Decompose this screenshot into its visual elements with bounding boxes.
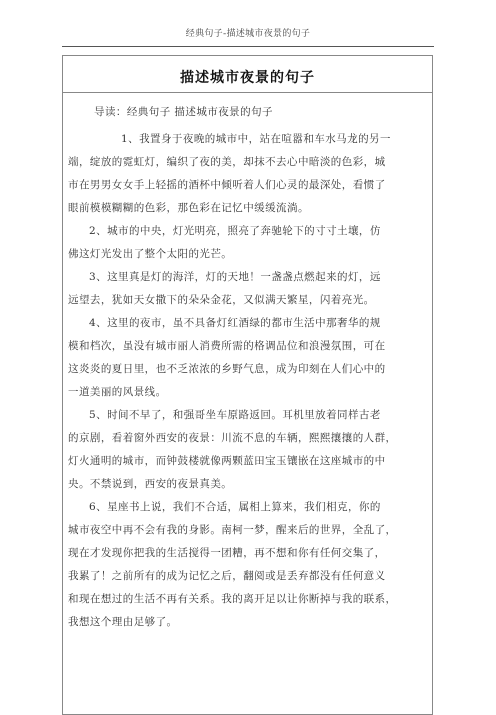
body-line: 一道美丽的风景线。 [68, 386, 167, 398]
body-line: 导读：经典句子 描述城市夜景的句子 [94, 106, 273, 118]
body-line: 佛这灯光发出了整个太阳的光芒。 [68, 248, 233, 260]
body-line: 6、星座书上说，我们不合适，属相上算来，我们相克，你的 [89, 501, 381, 513]
header-rule [62, 46, 434, 47]
body-line: 的京剧，看着窗外西安的夜景：川流不息的车辆，熙熙攘攘的人群， [68, 432, 397, 444]
title-row [63, 56, 432, 93]
body-line: 3、这里真是灯的海洋，灯的天地！一盏盏点燃起来的灯，远 [89, 271, 381, 283]
body-line: 1、我置身于夜晚的城市中，站在喧嚣和车水马龙的另一 [121, 133, 391, 145]
body-line: 远望去，犹如天女撒下的朵朵金花，又似满天繁星，闪着亮光。 [68, 294, 375, 306]
document-frame [62, 55, 433, 715]
body-line: 城市夜空中再不会有我的身影。南柯一梦，醒来后的世界，全乱了， [68, 524, 397, 536]
body-line: 我累了！之前所有的成为记忆之后，翻阅或是丢弃都没有任何意义 [68, 570, 386, 582]
body-line: 这炎炎的夏日里，也不乏浓浓的乡野气息，成为印刻在人们心中的 [68, 363, 386, 375]
body-line: 我想这个理由足够了。 [68, 616, 178, 628]
body-line: 市在男男女女手上轻摇的酒杯中倾听着人们心灵的最深处，看惯了 [68, 179, 386, 191]
body-line: 眼前模模糊糊的色彩，那色彩在记忆中缓缓流淌。 [68, 202, 309, 214]
body-line: 和现在想过的生活不再有关系。我的离开足以让你断掉与我的联系， [68, 593, 397, 605]
body-line: 央。不禁说到，西安的夜景真美。 [68, 478, 233, 490]
body-line: 2、城市的中央，灯光明亮，照亮了奔驰轮下的寸寸土壤，仿 [89, 225, 381, 237]
body-line: 5、时间不早了，和强哥坐车原路返回。耳机里放着同样古老 [89, 409, 381, 421]
document-title: 描述城市夜景的句子 [180, 70, 315, 86]
body-line: 模和档次，虽没有城市丽人消费所需的格调品位和浪漫氛围，可在 [68, 340, 386, 352]
body-line: 4、这里的夜市，虽不具备灯红酒绿的都市生活中那奢华的规 [89, 317, 381, 329]
body-line: 端，绽放的霓虹灯，编织了夜的美，却抹不去心中暗淡的色彩，城 [68, 156, 386, 168]
body-line: 现在才发现你把我的生活搅得一团糟，再不想和你有任何交集了， [68, 547, 386, 559]
running-header: 经典句子-描述城市夜景的句子 [185, 29, 311, 39]
body-line: 灯火通明的城市，而钟鼓楼就像两颗蓝田宝玉镶嵌在这座城市的中 [68, 455, 386, 467]
